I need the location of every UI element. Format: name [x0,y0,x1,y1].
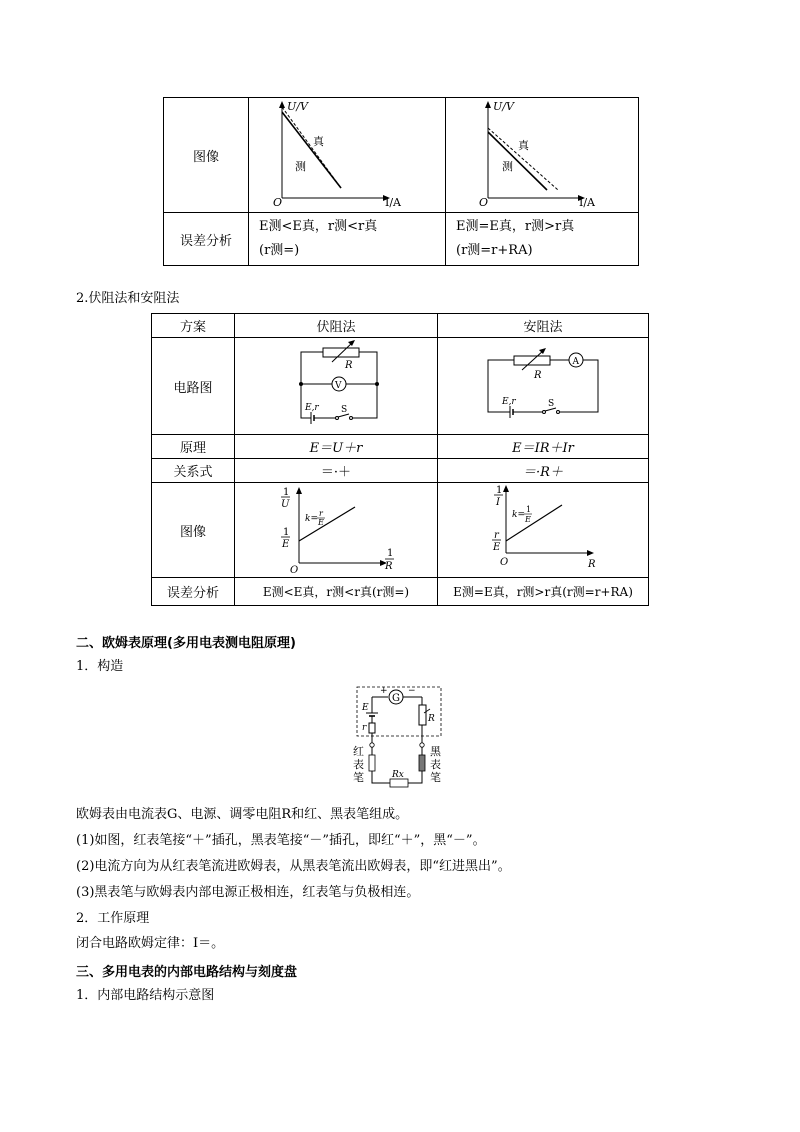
plot-cell-right [446,98,639,213]
svg-text:笔: 笔 [430,771,441,784]
ui-plot-right [446,98,638,208]
volt-method-circuit [235,338,437,430]
error-right: E测=E真，r测>r真 (r测=r+RA) [446,213,639,266]
svg-text:E: E [318,518,324,527]
circuit-left-cell [235,338,438,435]
svg-text:红: 红 [353,745,364,758]
svg-text:1: 1 [526,505,532,514]
header-volt-method: 伏阻法 [235,314,438,338]
svg-text:O: O [273,196,283,208]
svg-text:U: U [281,499,290,510]
relation-right: ＝·R＋ [438,459,649,483]
svg-text:表: 表 [430,758,441,771]
item-working-principle: 2．工作原理 [76,911,150,926]
error-volt-method: E测<E真，r测<r真(r测=) [235,578,438,606]
svg-text:−: − [408,686,416,696]
svg-text:S: S [548,399,555,409]
circuit-right-cell [438,338,649,435]
svg-text:R: R [588,559,596,570]
svg-text:I/A: I/A [579,196,595,208]
paragraph-probe-sockets: (1)如图，红表笔接“＋”插孔，黑表笔接“－”插孔，即红“＋”，黑“－”。 [76,833,486,848]
row-label-principle: 原理 [152,435,235,459]
svg-text:+: + [380,686,388,696]
svg-text:E: E [362,703,369,713]
header-scheme: 方案 [152,314,235,338]
principle-right: E＝IR＋Ir [438,435,649,459]
svg-text:V: V [335,381,342,391]
svg-text:1: 1 [283,527,290,538]
item-internal-circuit: 1．内部电路结构示意图 [76,988,215,1003]
amp-method-circuit [438,338,648,430]
row-label-relation: 关系式 [152,459,235,483]
svg-text:O: O [500,557,509,568]
svg-text:R: R [345,360,353,371]
svg-text:笔: 笔 [353,771,364,784]
ohmmeter-diagram [350,683,450,793]
svg-text:黑: 黑 [430,745,441,758]
svg-text:E,r: E,r [305,403,319,413]
section-2-title: 2.伏阻法和安阻法 [76,291,180,306]
error-table-1 [163,97,639,266]
left-plot-x-axis: I/A [385,196,401,208]
left-plot-true-label: 真 [313,135,324,148]
svg-text:R: R [385,561,393,572]
svg-text:表: 表 [353,758,364,771]
paragraph-current-direction: (2)电流方向为从红表笔流进欧姆表，从黑表笔流出欧姆表，即“红进黑出”。 [76,859,511,874]
svg-text:r: r [362,723,367,733]
section-ohmmeter-title: 二、欧姆表原理(多用电表测电阻原理) [76,636,296,651]
method-table [151,313,649,606]
svg-text:1: 1 [496,485,503,496]
svg-text:E: E [525,515,531,524]
principle-left: E＝U＋r [235,435,438,459]
relation-left: ＝·＋ [235,459,438,483]
error-amp-method: E测=E真，r测>r真(r测=r+RA) [438,578,649,606]
svg-text:E,r: E,r [502,397,516,407]
svg-text:A: A [572,357,579,367]
svg-text:Rx: Rx [392,770,404,780]
svg-text:R: R [428,714,435,724]
left-plot-y-axis: U/V [287,100,308,113]
svg-text:1: 1 [283,487,290,498]
svg-text:1: 1 [387,548,394,559]
svg-text:k=: k= [305,514,318,524]
plot-volt-method-cell [235,483,438,578]
left-plot-measured-label: 测 [295,160,306,173]
paragraph-ohms-law: 闭合电路欧姆定律：I＝。 [76,936,225,951]
header-amp-method: 安阻法 [438,314,649,338]
paragraph-ohmmeter-composition: 欧姆表由电流表G、电源、调零电阻R和红、黑表笔组成。 [76,807,409,822]
row-label-image-2: 图像 [152,483,235,578]
paragraph-polarity: (3)黑表笔与欧姆表内部电源正极相连，红表笔与负极相连。 [76,885,420,900]
svg-text:G: G [392,693,400,704]
plot-cell-left [249,98,446,213]
ui-plot-left [249,98,445,208]
svg-text:r: r [494,530,499,541]
svg-text:k=: k= [512,510,525,520]
svg-text:S: S [341,405,348,415]
row-label-image: 图像 [164,98,249,213]
svg-text:I: I [496,497,500,508]
svg-text:测: 测 [502,160,513,173]
svg-text:O: O [290,565,299,573]
svg-text:O: O [479,196,489,208]
amp-method-plot [438,483,648,573]
plot-amp-method-cell [438,483,649,578]
row-label-error-2: 误差分析 [152,578,235,606]
row-label-circuit: 电路图 [152,338,235,435]
svg-text:R: R [534,370,542,381]
svg-text:真: 真 [518,139,529,152]
error-left: E测<E真，r测<r真 (r测=) [249,213,446,266]
item-construction: 1．构造 [76,659,124,674]
svg-text:E: E [282,539,290,550]
svg-text:U/V: U/V [493,100,514,113]
svg-text:E: E [493,542,501,553]
section-multimeter-title: 三、多用电表的内部电路结构与刻度盘 [76,965,298,980]
volt-method-plot [235,483,437,573]
svg-text:r: r [319,509,323,518]
row-label-error: 误差分析 [164,213,249,266]
